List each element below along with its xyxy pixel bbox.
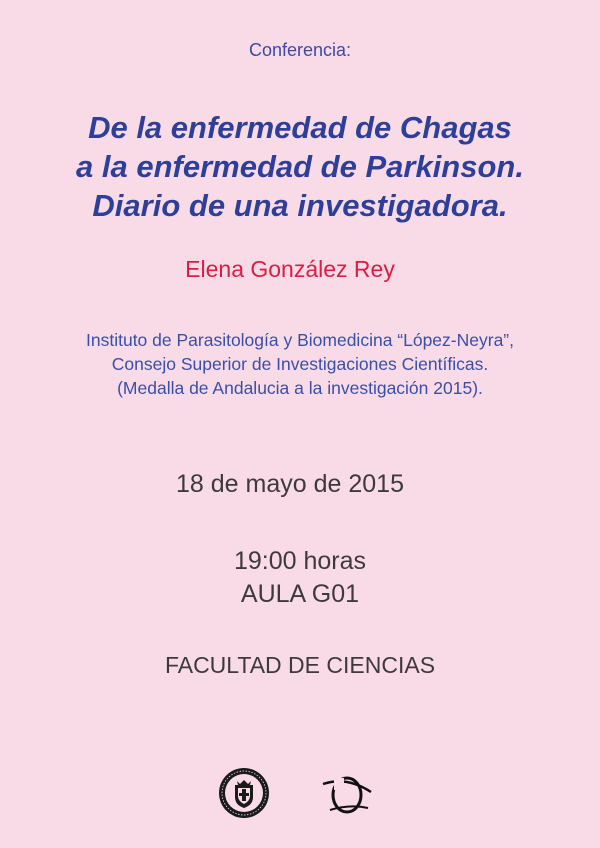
event-kicker: Conferencia:	[248, 40, 352, 60]
event-time-place	[0, 545, 600, 611]
speaker-affiliation	[0, 328, 600, 400]
title-line-1: De la enfermedad de Chagas	[88, 110, 512, 145]
affiliation-line-1: Instituto de Parasitología y Biomedicina “López-Neyra”,	[86, 330, 514, 350]
university-seal-icon	[218, 767, 270, 819]
orbit-logo-icon	[320, 770, 374, 818]
title-line-2: a la enfermedad de Parkinson.	[76, 149, 524, 184]
affiliation-line-2: Consejo Superior de Investigaciones Científicas.	[111, 354, 489, 374]
event-date: 18 de mayo de 2015	[176, 470, 404, 498]
speaker-name: Elena González Rey	[185, 256, 395, 282]
lecture-title	[0, 108, 600, 225]
title-line-3: Diario de una investigadora.	[92, 188, 508, 223]
affiliation-line-3: (Medalla de Andalucia a la investigación 2015).	[117, 378, 483, 398]
event-room: AULA G01	[240, 580, 360, 608]
event-time: 19:00 horas	[233, 547, 367, 575]
event-faculty: FACULTAD DE CIENCIAS	[164, 652, 436, 678]
